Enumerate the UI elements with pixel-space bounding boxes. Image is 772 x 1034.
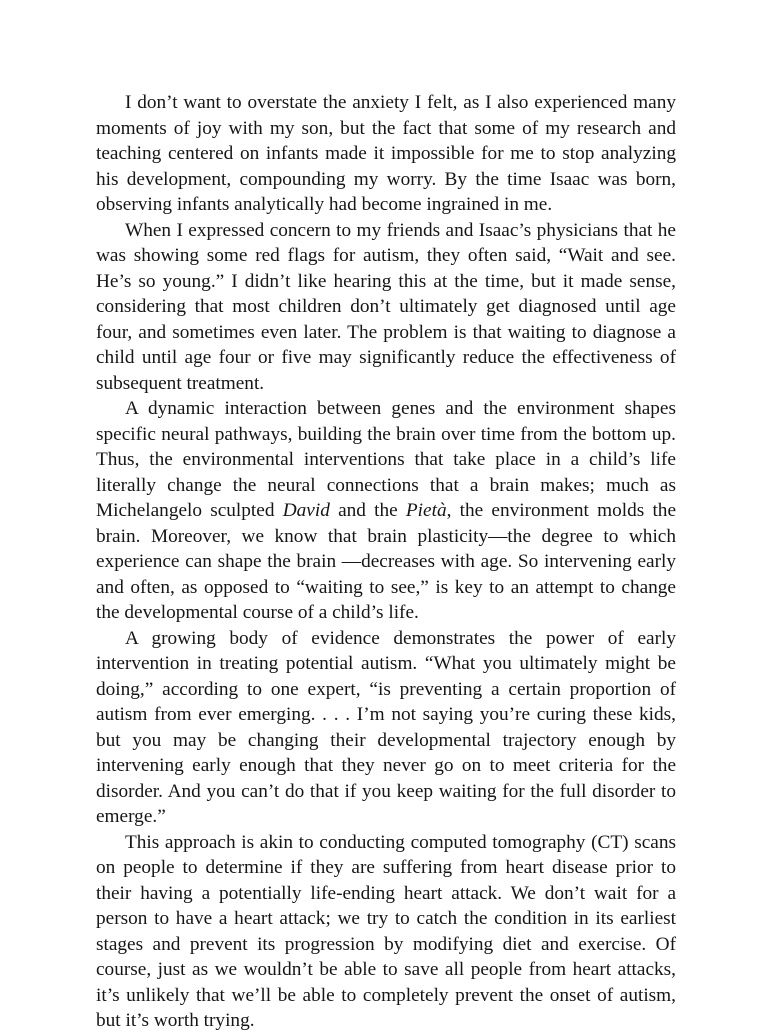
paragraph-2-text: When I expressed concern to my friends and Isaac’s physicians that he was showing some red flags for autism, they often said, “Wait and see. He’s so young.” I didn’t like hearing this at the time, but it made sense, considering that most children don’t ultimately get diagnosed until age four, and sometimes even later. The problem is that waiting to diagnose a child until age four or five may significantly reduce the effectiveness of subsequent treatment. (96, 219, 676, 394)
paragraph-2 (96, 218, 676, 397)
paragraph-3 (96, 396, 676, 626)
paragraph-5 (96, 830, 676, 1034)
paragraph-1 (96, 90, 676, 218)
paragraph-3-text-a: A dynamic interaction between genes and the environment shapes specific neural pathways, building the brain over time from the bottom up. Thus, the environmental interventions that take place in a child’s life literally change the neural connections that a brain makes; much as Michelangelo sculpted (96, 398, 676, 521)
paragraph-1-text: I don’t want to overstate the anxiety I felt, as I also experienced many moments of joy with my son, but the fact that some of my research and teaching centered on infants made it impossible for me to stop analyzing his development, compounding my worry. By the time Isaac was born, observing infants analytically had become ingrained in me. (96, 92, 676, 215)
document-page (96, 90, 676, 1034)
artwork-title-pieta: Pietà (405, 500, 447, 521)
artwork-title-david: David (282, 500, 330, 521)
paragraph-4 (96, 626, 676, 830)
paragraph-4-text: A growing body of evidence demonstrates the power of early intervention in treating potential autism. “What you ultimately might be doing,” according to one expert, “is preventing a certain proportion of autism from ever emerging. . . . I’m not saying you’re curing these kids, but you may be changing their developmental trajectory enough by intervening early enough that they never go on to meet criteria for the disorder. And you can’t do that if you keep waiting for the full disorder to emerge.” (96, 627, 676, 827)
paragraph-3-text-b: and the (329, 500, 406, 521)
paragraph-3-text-c: , the environment molds the brain. Moreover, we know that brain plasticity—the degree to which experience can shape the brain —decreases with age. So intervening early and often, as opposed to “waiting to see,” is key to an attempt to change the developmental course of a child’s life. (96, 500, 677, 623)
paragraph-5-text: This approach is akin to conducting computed tomography (CT) scans on people to determine if they are suffering from heart disease prior to their having a potentially life-ending heart attack. We don’t wait for a person to have a heart attack; we try to catch the condition in its earliest stages and prevent its progression by modifying diet and exercise. Of course, just as we wouldn’t be able to save all people from heart attacks, it’s unlikely that we’ll be able to completely prevent the onset of autism, but it’s worth trying. (96, 831, 676, 1031)
